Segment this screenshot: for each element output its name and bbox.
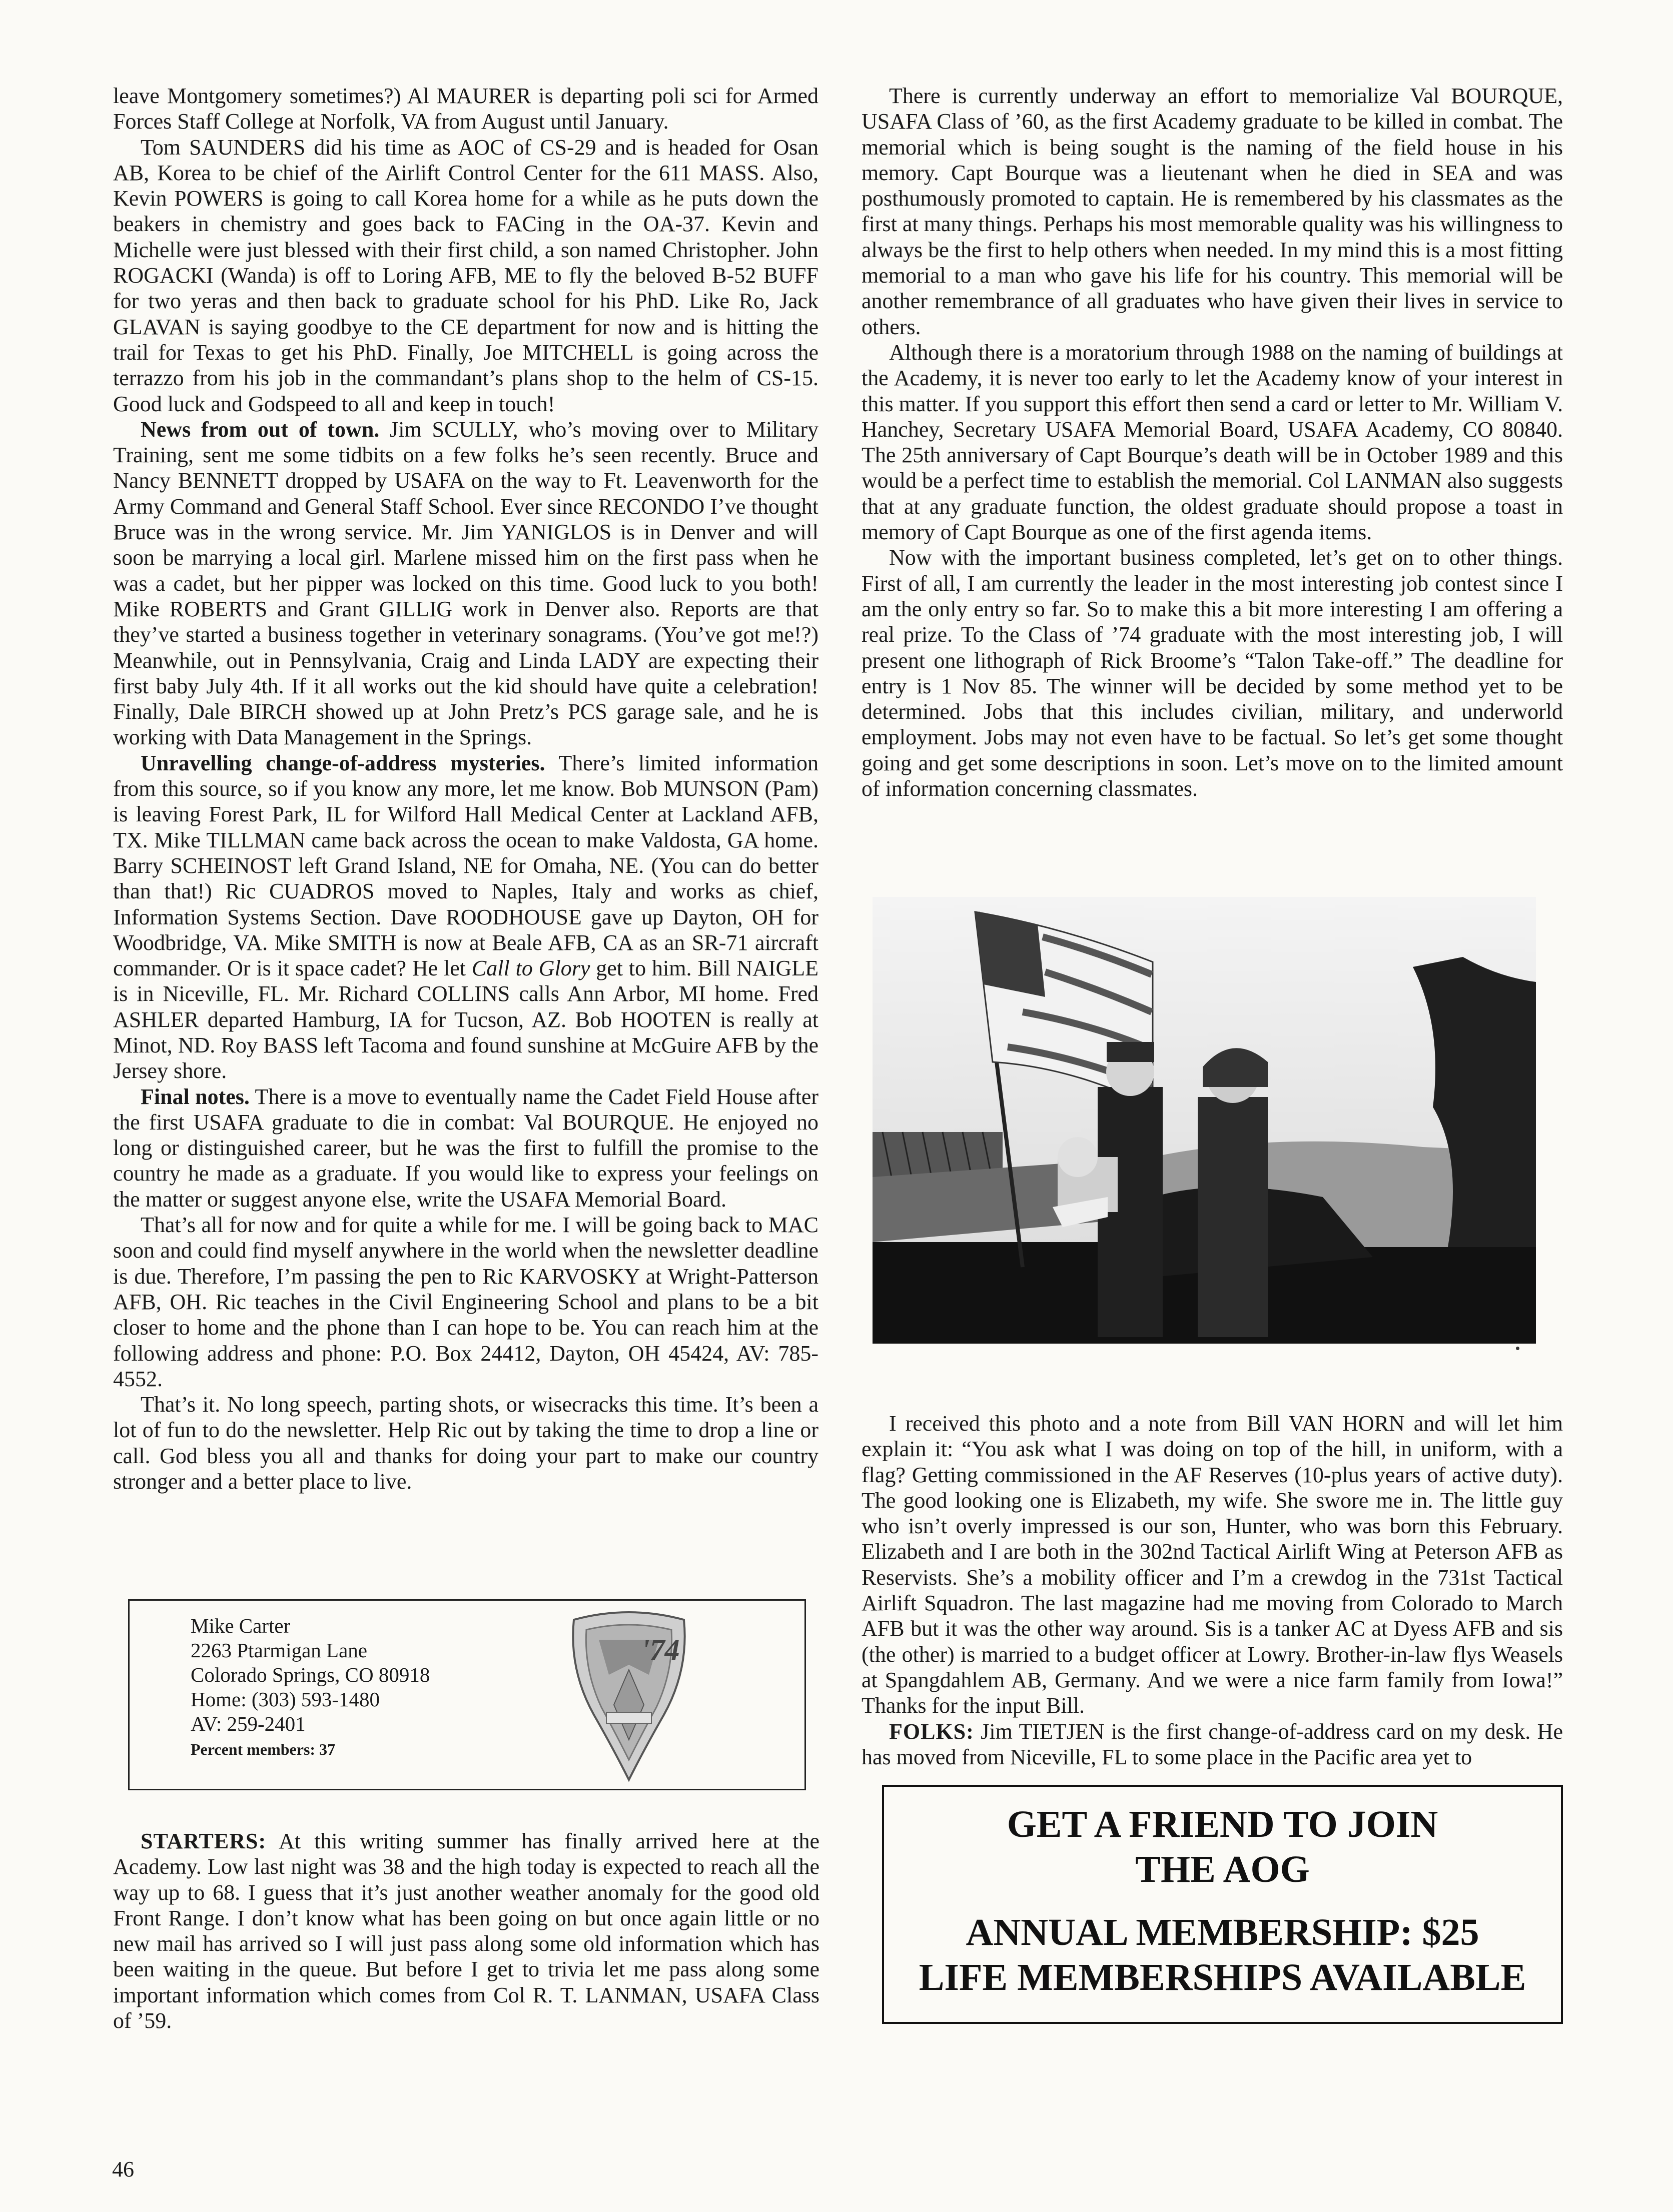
paragraph: Unravelling change-of-address mysteries. There’s limited information from this source, so if you know any more, let me know. Bob MUNSON (Pam) is leaving Forest Park, IL for Wilford Hall Medical Center at Lackland AFB, TX. Mike TILLMAN came back across the ocean to make Valdosta, GA home. Barry SCHEINOST left Grand Island, NE for Omaha, NE. (You can do better than that!) Ric CUADROS moved to Naples, Italy and works as chief, Information Systems Section. Dave ROODHOUSE gave up Dayton, OH for Woodbridge, VA. Mike SMITH is now at Beale AFB, CA as an SR-71 aircraft commander. Or is it space cadet? He let Call to Glory get to him. Bill NAIGLE is in Niceville, FL. Mr. Richard COLLINS calls Ann Arbor, MI home. Fred ASHLER departed Hamburg, IA for Tucson, AZ. Bob HOOTEN is really at Minot, ND. Roy BASS left Tacoma and found sunshine at McGuire AFB by the Jersey shore. [113, 750, 818, 1083]
contact-av: AV: 259-2401 [191, 1712, 306, 1735]
crest-year: '74 [641, 1633, 680, 1666]
paragraph: leave Montgomery sometimes?) Al MAURER is departing poli sci for Armed Forces Staff College at Norfolk, VA from August until January. [113, 84, 818, 134]
ad-line: LIFE MEMBERSHIPS AVAILABLE [919, 1956, 1526, 1998]
paragraph: I received this photo and a note from Bill VAN HORN and will let him explain it: “You ask what I was doing on top of the hill, in uniform, with a flag? Getting commissioned in the AF Reserves (10-plus years of active duty). The good looking one is Elizabeth, my wife. She swore me in. The little guy who isn’t overly impressed is our son, Hunter, who was born this February. Elizabeth and I are both in the 302nd Tactical Airlift Wing at Peterson AFB as Reservists. She’s a mobility officer and I’m a crewdog in the 731st Tactical Airlift Squadron. The last magazine had me moving from Colorado to March AFB but it was the other way around. Sis is a tanker AC at Dyess AFB and sis (the other) is married to a budget officer at Lowry. Brother-in-law flys Weasels at Spangdahlem AB, Germany. And we were a nice farm family from Iowa!” Thanks for the input Bill. [862, 1411, 1563, 1718]
ad-line: GET A FRIEND TO JOIN [1007, 1803, 1438, 1845]
page-number: 46 [112, 2157, 134, 2181]
ad-line: ANNUAL MEMBERSHIP: $25 [966, 1911, 1479, 1953]
paragraph: Final notes. There is a move to eventually name the Cadet Field House after the first USAFA graduate to die in combat: Val BOURQUE. He enjoyed no long or distinguished career, but he was the first to fulfill the promise to the country he made as a graduate. If you would like to express your feelings on the matter or suggest anyone else, write the USAFA Memorial Board. [113, 1084, 819, 1212]
contact-city: Colorado Springs, CO 80918 [191, 1663, 430, 1686]
percent-members: Percent members: 37 [191, 1740, 336, 1758]
paragraph: That’s it. No long speech, parting shots, or wisecracks this time. It’s been a lot of fun to do the newsletter. Help Ric out by taking the time to drop a line or call. God bless you all and thanks for doing your part to make our country stronger and a better place to live. [113, 1392, 818, 1494]
paragraph: FOLKS: Jim TIETJEN is the first change-of-address card on my desk. He has moved from Niceville, FL to some place in the Pacific area yet to [862, 1719, 1563, 1769]
paragraph: That’s all for now and for quite a while for me. I will be going back to MAC soon and could find myself anywhere in the world when the newsletter deadline is due. Therefore, I’m passing the pen to Ric KARVOSKY at Wright-Patterson AFB, OH. Ric teaches in the Civil Engineering School and plans to be a bit closer to home and the phone than I can hope to be. You can reach him at the following address and phone: P.O. Box 24412, Dayton, OH 45424, AV: 785-4552. [113, 1213, 818, 1391]
paragraph: Although there is a moratorium through 1988 on the naming of buildings at the Academy, it is never too early to let the Academy know of your interest in this matter. If you support this effort then send a card or letter to Mr. William V. Hanchey, Secretary USAFA Memorial Board, USAFA Academy, CO 80840. The 25th anniversary of Capt Bourque’s death will be in October 1989 and this would be a perfect time to establish the memorial. Col LANMAN also suggests that at any graduate function, the oldest graduate should propose a toast in memory of Capt Bourque as one of the first agenda items. [862, 340, 1563, 545]
contact-street: 2263 Ptarmigan Lane [191, 1639, 367, 1662]
contact-name: Mike Carter [191, 1614, 291, 1637]
left-column [113, 83, 818, 1494]
paragraph: Tom SAUNDERS did his time as AOC of CS-29 and is headed for Osan AB, Korea to be chief of the Airlift Control Center for the 611 MASS. Also, Kevin POWERS is going to call Korea home for a while as he puts down the beakers in chemistry and goes back to FACing in the OA-37. Kevin and Michelle were just blessed with their first child, a son named Christopher. John ROGACKI (Wanda) is off to Loring AFB, ME to fly the beloved B-52 BUFF for two yeras and then back to graduate school for his PhD. Like Ro, Jack GLAVAN is saying goodbye to the CE department for now and is hitting the trail for Texas to get his PhD. Finally, Joe MITCHELL is going across the terrazzo from his job in the commandant’s plans shop to the helm of CS-15. Good luck and Godspeed to all and keep in touch! [113, 135, 818, 416]
flag-ceremony-photo [873, 897, 1536, 1344]
aog-membership-ad [882, 1785, 1563, 2024]
paragraph: STARTERS: At this writing summer has finally arrived here at the Academy. Low last night was 38 and the high today is expected to reach all the way up to 68. I guess that it’s just another weather anomaly for the good old Front Range. I don’t know what has been going on but once again little or no new mail has arrived so I will just pass along some old information which has been waiting in the queue. But before I get to trivia let me pass along some important information which comes from Col R. T. LANMAN, USAFA Class of ’59. [113, 1829, 819, 2033]
photo-caption [862, 1411, 1563, 1770]
contact-home-phone: Home: (303) 593-1480 [191, 1688, 380, 1711]
class-crest-icon [564, 1610, 694, 1783]
section-lead: FOLKS: [889, 1719, 974, 1744]
class-contact-box [128, 1599, 806, 1790]
ad-line: THE AOG [1135, 1848, 1310, 1890]
section-lead: Unravelling change-of-address mysteries. [141, 750, 545, 775]
paragraph: News from out of town. Jim SCULLY, who’s moving over to Military Training, sent me some tidbits on a few folks he’s seen recently. Bruce and Nancy BENNETT dropped by USAFA on the way to Ft. Leavenworth for the Army Command and General Staff School. Ever since RECONDO I’ve thought Bruce was in the wrong service. Mr. Jim YANIGLOS is in Denver and will soon be marrying a local girl. Marlene missed him on the first pass when he was a cadet, but her pipper was locked on this time. Good luck to you both! Mike ROBERTS and Grant GILLIG work in Denver also. Reports are that they’ve started a business together in veterinary sonagrams. (You’ve got me!?) Meanwhile, out in Pennsylvania, Craig and Linda LADY are expecting their first baby July 4th. If it all works out the kid should have quite a celebration! Finally, Dale BIRCH showed up at John Pretz’s PCS garage sale, and he is working with Data Management in the Springs. [113, 417, 818, 750]
stray-dot [1516, 1347, 1519, 1350]
section-lead: STARTERS: [141, 1829, 267, 1853]
section-lead: News from out of town. [141, 417, 380, 442]
right-column [862, 83, 1563, 801]
starters-section [113, 1828, 819, 2033]
paragraph: Now with the important business completed, let’s get on to other things. First of all, I am currently the leader in the most interesting job contest since I am the only entry so far. So to make this a bit more interesting I am offering a real prize. To the Class of ’74 graduate with the most interesting job, I will present one lithograph of Rick Broome’s “Talon Take-off.” The deadline for entry is 1 Nov 85. The winner will be decided by some method yet to be determined. Jobs that this includes civilian, military, and underworld employment. Jobs may not even have to be factual. So let’s get some thought going and get some descriptions in soon. Let’s move on to the limited amount of information concerning classmates. [862, 545, 1563, 801]
section-lead: Final notes. [141, 1084, 250, 1109]
contact-address [191, 1614, 430, 1762]
paragraph: There is currently underway an effort to memorialize Val BOURQUE, USAFA Class of ’60, as the first Academy graduate to be killed in combat. The memorial which is being sought is the naming of the field house in his memory. Capt Bourque was a lieutenant when he died in SEA and was posthumously promoted to captain. He is remembered by his classmates as the first at many things. Perhaps his most memorable quality was his willingness to always be the first to help others when needed. In my mind this is a most fitting memorial to a man who gave his life for his country. This memorial will be another remembrance of all graduates who have given their lives in service to others. [862, 84, 1563, 339]
